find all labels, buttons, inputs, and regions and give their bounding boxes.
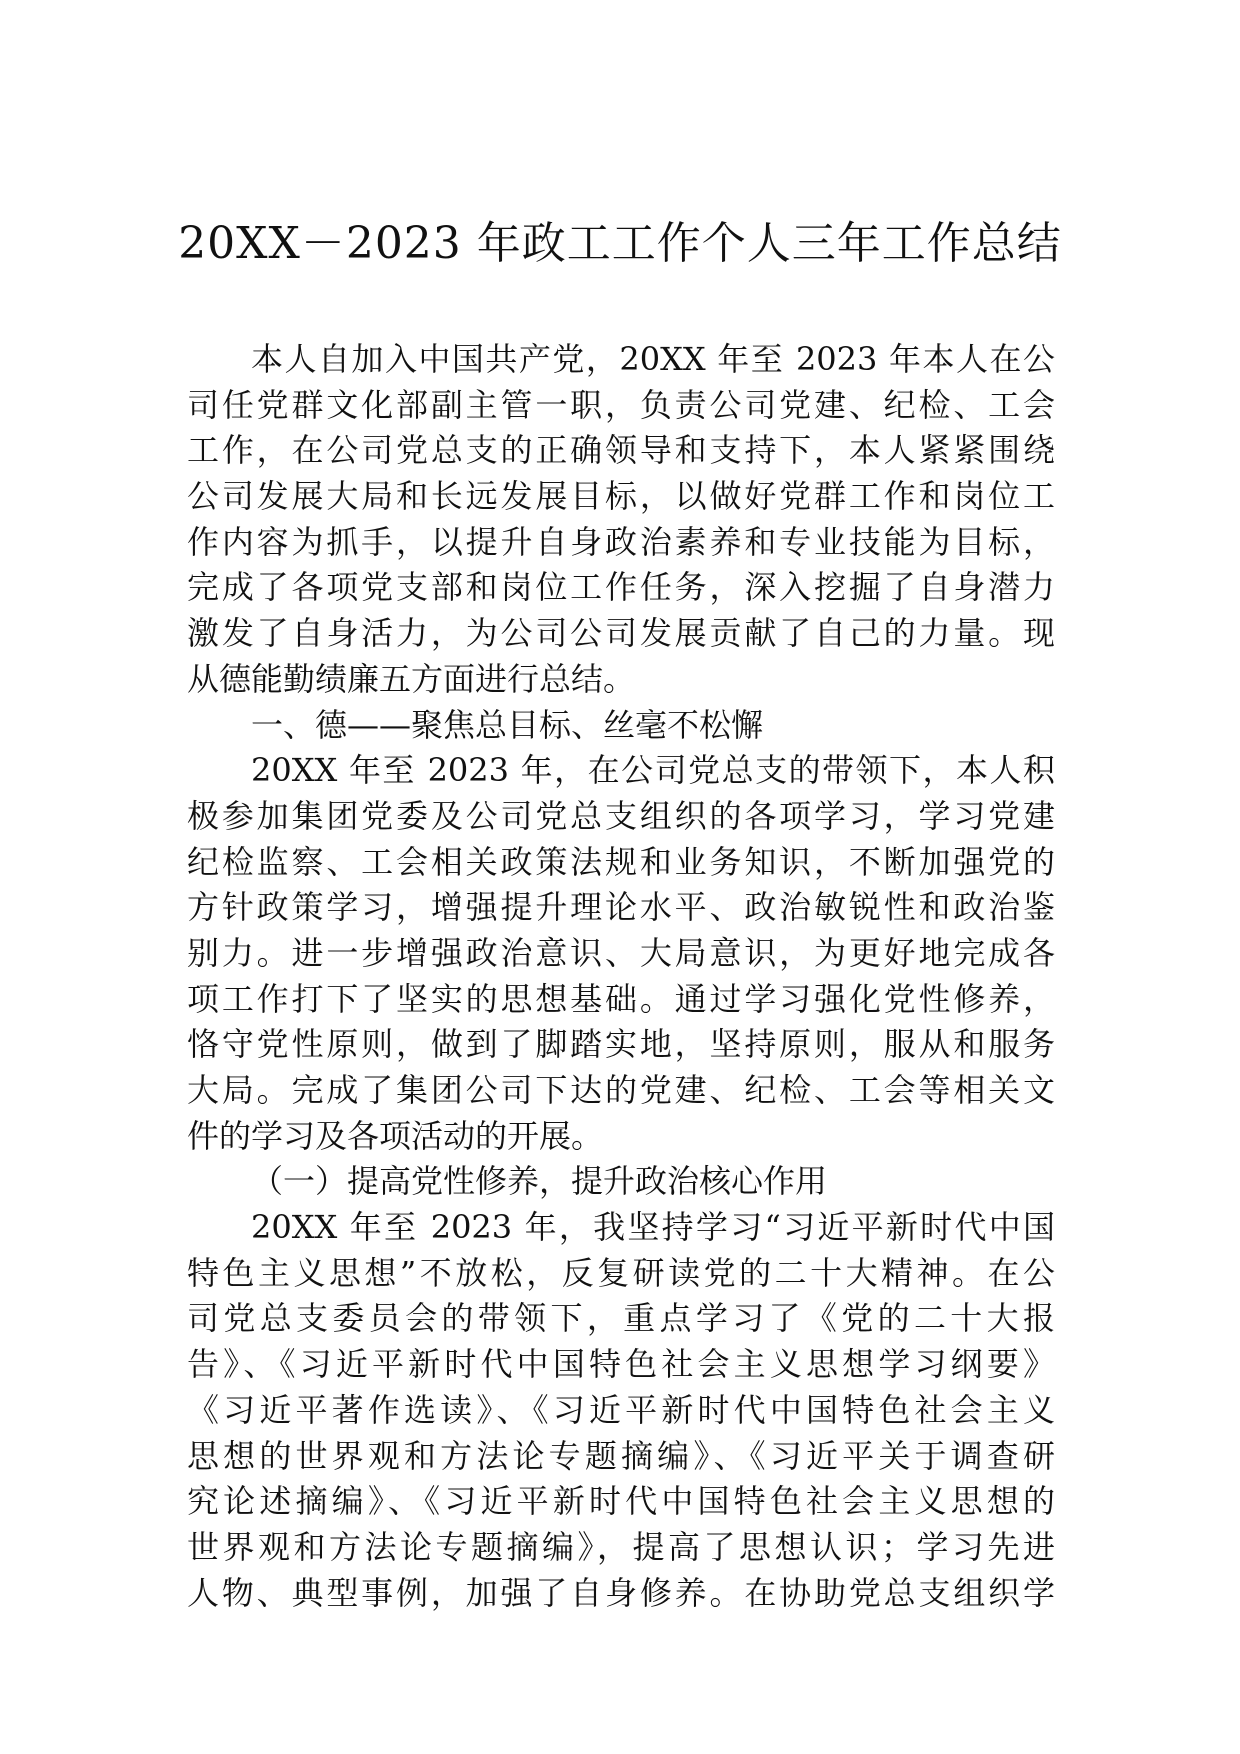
text-line: 项工作打下了坚实的思想基础。通过学习强化党性修养，	[187, 979, 1055, 1018]
text-line: 纪检监察、工会相关政策法规和业务知识，不断加强党的	[187, 842, 1055, 881]
text-line: 完成了各项党支部和岗位工作任务，深入挖掘了自身潜力	[187, 568, 1055, 607]
text-line: 20XX 年至 2023 年，在公司党总支的带领下，本人积	[251, 751, 1055, 790]
text-line: 究论述摘编》、《习近平新时代中国特色社会主义思想的	[187, 1482, 1055, 1521]
text-line: 从德能勤绩廉五方面进行总结。	[187, 659, 636, 698]
text-line: 世界观和方法论专题摘编》，提高了思想认识；学习先进	[187, 1527, 1055, 1566]
text-line: 件的学习及各项活动的开展。	[187, 1116, 604, 1155]
text-line: 特色主义思想”不放松，反复研读党的二十大精神。在公	[187, 1253, 1055, 1292]
text-line: 人物、典型事例，加强了自身修养。在协助党总支组织学	[187, 1573, 1055, 1612]
text-line: 告》、《习近平新时代中国特色社会主义思想学习纲要》	[187, 1345, 1055, 1384]
text-line: 工作，在公司党总支的正确领导和支持下，本人紧紧围绕	[187, 431, 1055, 470]
text-line: 方针政策学习，增强提升理论水平、政治敏锐性和政治鉴	[187, 888, 1055, 927]
text-line: 《习近平著作选读》、《习近平新时代中国特色社会主义	[187, 1390, 1055, 1429]
text-line: 一、德——聚焦总目标、丝毫不松懈	[251, 705, 764, 744]
document-body	[187, 337, 1055, 1616]
text-line: 本人自加入中国共产党，20XX 年至 2023 年本人在公	[251, 340, 1055, 378]
text-line: 司党总支委员会的带领下，重点学习了《党的二十大报	[187, 1299, 1055, 1338]
text-line: 公司发展大局和长远发展目标，以做好党群工作和岗位工	[187, 477, 1055, 516]
text-line: 恪守党性原则，做到了脚踏实地，坚持原则，服从和服务	[187, 1025, 1055, 1064]
text-line: 作内容为抓手，以提升自身政治素养和专业技能为目标，	[187, 522, 1055, 561]
text-line: 司任党群文化部副主管一职，负责公司党建、纪检、工会	[187, 385, 1055, 424]
text-line: 20XX 年至 2023 年，我坚持学习“习近平新时代中国	[251, 1208, 1055, 1247]
document-title: 20XX－2023 年政工工作个人三年工作总结	[178, 218, 1062, 269]
text-line: 激发了自身活力，为公司公司发展贡献了自己的力量。现	[187, 614, 1055, 653]
text-line: 别力。进一步增强政治意识、大局意识，为更好地完成各	[187, 933, 1055, 972]
text-line: （一）提高党性修养，提升政治核心作用	[251, 1162, 828, 1201]
text-line: 大局。完成了集团公司下达的党建、纪检、工会等相关文	[187, 1071, 1055, 1109]
text-line: 思想的世界观和方法论专题摘编》、《习近平关于调查研	[187, 1436, 1055, 1475]
text-line: 极参加集团党委及公司党总支组织的各项学习，学习党建	[187, 796, 1055, 835]
